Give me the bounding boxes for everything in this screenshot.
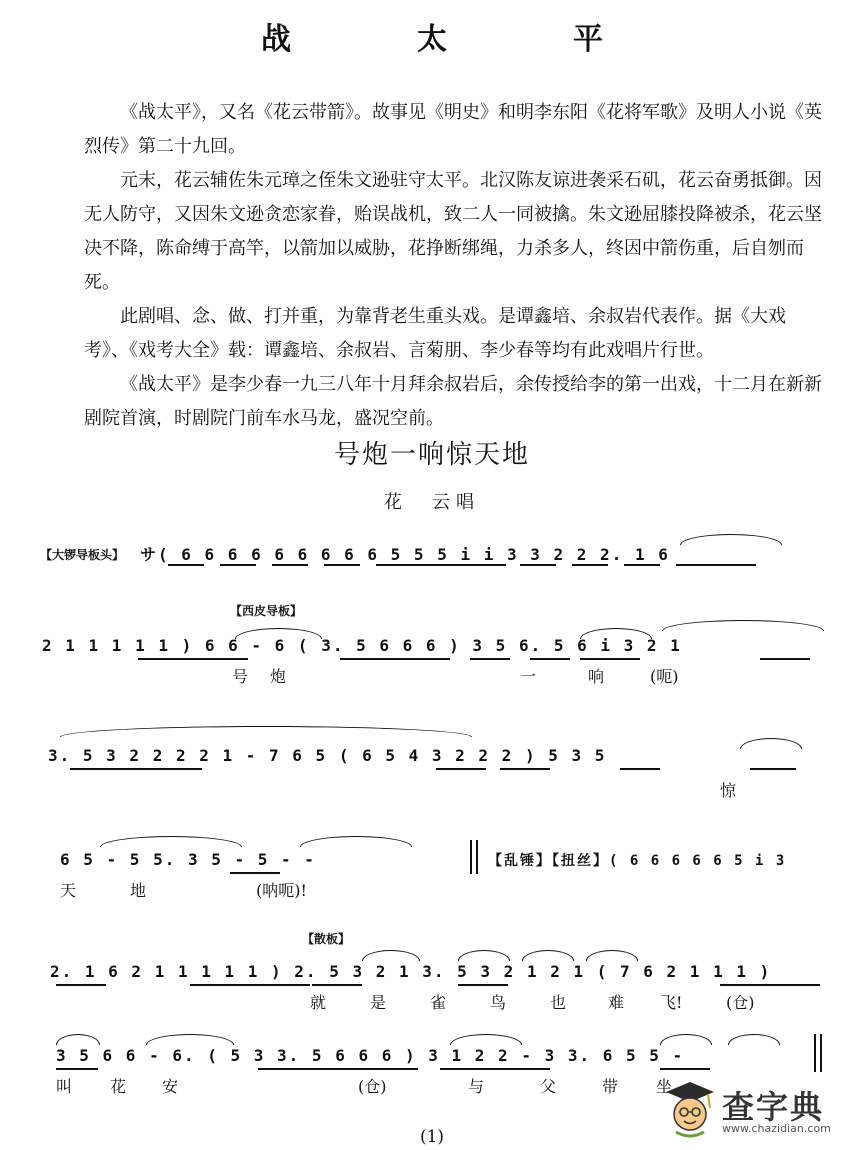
lyric-syllable: 地 xyxy=(130,881,147,900)
beat-underline xyxy=(324,564,360,566)
slur xyxy=(100,836,242,847)
notation-line: 3. 5 3 2 2 2 2 1 - 7 6 5 ( 6 5 4 3 2 2 2 ) 5 3 5 xyxy=(48,746,607,765)
beat-underline xyxy=(520,564,556,566)
beat-underline xyxy=(720,984,820,986)
beat-underline xyxy=(272,564,308,566)
scholar-mascot-icon xyxy=(662,1078,718,1138)
intro-paragraph: 《战太平》是李少春一九三八年十月拜余叔岩后，余传授给李的第一出戏，十二月在新新剧院首演，时剧院门前车水马龙，盛况空前。 xyxy=(84,374,822,429)
slur xyxy=(740,738,802,749)
slur xyxy=(146,1034,234,1045)
beat-underline xyxy=(620,768,660,770)
beat-underline xyxy=(312,984,362,986)
watermark-url: www.chazidian.com xyxy=(722,1122,831,1135)
watermark-logo xyxy=(662,1078,852,1144)
notation-line: 3 5 6 6 - 6. ( 5 3 3. 5 6 6 6 ) 3 1 2 2 - 3 3. 6 5 5 - xyxy=(56,1046,685,1065)
slur xyxy=(56,1034,100,1045)
beat-underline xyxy=(340,658,450,660)
beat-underline xyxy=(580,658,640,660)
notation-line: 6 5 - 5 5. 3 5 - 5 - - xyxy=(60,850,316,869)
intro-paragraph: 此剧唱、念、做、打并重，为靠背老生重头戏。是谭鑫培、余叔岩代表作。据《大戏考》、《戏考大全》载：谭鑫培、余叔岩、言菊朋、李少春等均有此戏唱片行世。 xyxy=(84,306,786,361)
section-label: 【散板】 xyxy=(302,932,351,946)
beat-underline xyxy=(760,658,810,660)
slur xyxy=(300,836,412,847)
beat-underline xyxy=(572,564,608,566)
intro-paragraph: 元末，花云辅佐朱元璋之侄朱文逊驻守太平。北汉陈友谅进袭采石矶，花云奋勇抵御。因无人防守，又因朱文逊贪恋家眷，贻误战机，致二人一同被擒。朱文逊屈膝投降被杀，花云坚决不降，陈命缚于高竿，以箭加以威胁，花挣断绑绳，力杀多人，终因中箭伤重，后自刎而死。 xyxy=(84,170,822,293)
lyric-syllable: 是 xyxy=(370,993,387,1012)
lyric-syllable: 雀 xyxy=(430,993,447,1012)
slur xyxy=(458,950,510,961)
slur xyxy=(728,1034,780,1045)
lyric-syllable: 飞! xyxy=(660,993,683,1012)
page-number: (1) xyxy=(419,1127,445,1147)
beat-underline xyxy=(220,564,256,566)
double-barline xyxy=(470,840,472,874)
double-barline xyxy=(476,840,478,874)
notation-line: 2 1 1 1 1 1 ) 6 6 - 6 ( 3. 5 6 6 6 ) 3 5 6. 5 6 i 3 2 1 xyxy=(42,636,682,655)
beat-underline xyxy=(676,564,756,566)
beat-underline xyxy=(56,984,106,986)
notation-line: サ( 6 6 6 6 6 6 6 6 6 5 5 5 i i 3 3 2 2 2. 1 6 xyxy=(140,545,670,564)
lyric-syllable: 安 xyxy=(162,1077,179,1096)
lyric-syllable: (仓) xyxy=(726,993,755,1012)
slur xyxy=(580,628,652,639)
beat-underline xyxy=(458,984,508,986)
slur xyxy=(60,726,472,737)
beat-underline xyxy=(470,658,510,660)
slur xyxy=(680,534,782,545)
lyric-syllable: 也 xyxy=(550,993,567,1012)
section-label: 【大锣导板头】 xyxy=(40,548,125,562)
page-title: 战 太 平 xyxy=(261,22,651,57)
notation-line: 【乱锤】【扭丝】( 6 6 6 6 6 5 i 3 xyxy=(488,853,787,869)
score-row xyxy=(40,740,830,800)
beat-underline xyxy=(750,768,796,770)
intro-paragraph: 《战太平》，又名《花云带箭》。故事见《明史》和明李东阳《花将军歌》及明人小说《英烈传》第二十九回。 xyxy=(84,102,822,157)
lyric-syllable: 响 xyxy=(588,667,605,686)
song-title: 号炮一响惊天地 xyxy=(333,440,530,470)
lyric-syllable: 父 xyxy=(540,1077,557,1096)
slur xyxy=(662,620,824,631)
lyric-syllable: 坐 xyxy=(656,1077,673,1096)
slur xyxy=(235,628,322,639)
lyric-syllable: 鸟 xyxy=(490,993,507,1012)
score-row xyxy=(40,844,830,904)
lyric-syllable: 号 xyxy=(232,667,249,686)
beat-underline xyxy=(152,768,202,770)
lyric-syllable: 花 xyxy=(110,1077,127,1096)
notation-line: 2. 1 6 2 1 1 1 1 1 ) 2. 5 3 2 1 3. 5 3 2 1 2 1 ( 7 6 2 1 1 1 ) xyxy=(50,962,772,981)
lyric-syllable: 难 xyxy=(608,993,625,1012)
slur xyxy=(660,1034,712,1045)
slur xyxy=(362,950,420,961)
slur xyxy=(522,950,574,961)
lyric-syllable: 一 xyxy=(520,667,537,686)
lyric-syllable: 就 xyxy=(310,993,327,1012)
lyric-syllable: (呐呃)! xyxy=(256,881,307,900)
beat-underline xyxy=(440,1068,550,1070)
lyric-syllable: 与 xyxy=(468,1077,485,1096)
beat-underline xyxy=(258,1068,418,1070)
watermark-wordmark: 查字典 xyxy=(722,1088,825,1126)
score-row xyxy=(40,540,830,580)
lyric-syllable: (仓) xyxy=(358,1077,387,1096)
score-row xyxy=(40,604,830,690)
singer-credit: 花 云唱 xyxy=(384,492,480,513)
double-barline xyxy=(814,1034,816,1072)
beat-underline xyxy=(376,564,506,566)
beat-underline xyxy=(530,658,570,660)
beat-underline xyxy=(138,658,248,660)
lyric-syllable: (呃) xyxy=(650,667,679,686)
lyric-syllable: 叫 xyxy=(56,1077,73,1096)
slur xyxy=(586,950,638,961)
lyric-syllable: 炮 xyxy=(270,667,287,686)
beat-underline xyxy=(660,1068,710,1070)
beat-underline xyxy=(624,564,660,566)
beat-underline xyxy=(168,564,204,566)
lyric-syllable: 带 xyxy=(602,1077,619,1096)
beat-underline xyxy=(436,768,486,770)
slur xyxy=(450,1034,522,1045)
beat-underline xyxy=(230,872,280,874)
double-barline xyxy=(820,1034,822,1072)
beat-underline xyxy=(500,768,550,770)
score-row xyxy=(40,932,830,1016)
lyric-syllable: 惊 xyxy=(720,781,737,800)
section-label: 【西皮导板】 xyxy=(230,604,303,618)
beat-underline xyxy=(56,1068,98,1070)
lyric-syllable: 天 xyxy=(60,881,77,900)
beat-underline xyxy=(190,984,310,986)
